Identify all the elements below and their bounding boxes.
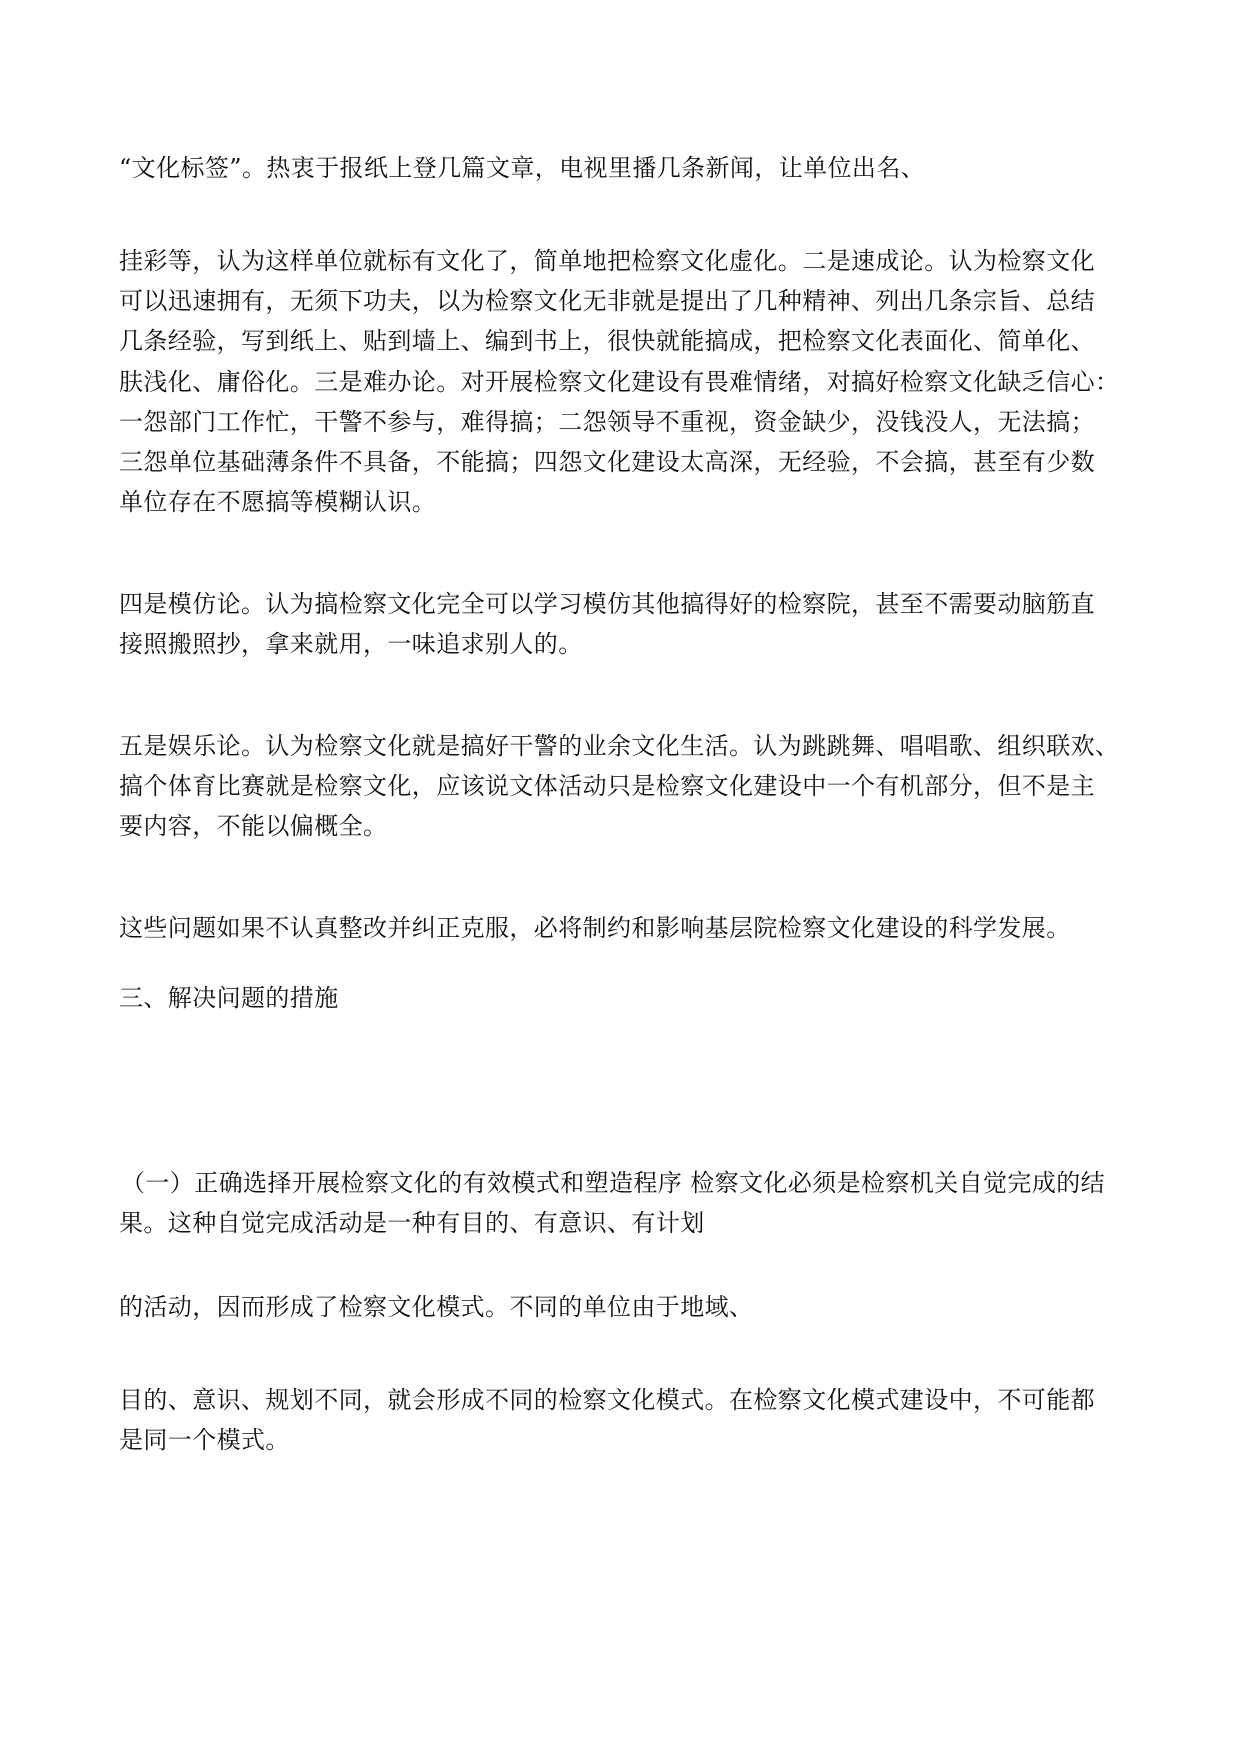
text-line: 挂彩等，认为这样单位就标有文化了，简单地把检察文化虚化。二是速成论。认为检察文化 — [119, 247, 1095, 275]
section-heading: 三、解决问题的措施 — [119, 984, 339, 1012]
text-line: 三怨单位基础薄条件不具备，不能搞；四怨文化建设太高深，无经验，不会搞，甚至有少数 — [119, 448, 1095, 476]
text-line: （一）正确选择开展检察文化的有效模式和塑造程序 检察文化必须是检察机关自觉完成的结 — [121, 1169, 1106, 1197]
text-line: 要内容，不能以偏概全。 — [119, 812, 388, 840]
text-line: 可以迅速拥有，无须下功夫，以为检察文化无非就是提出了几种精神、列出几条宗旨、总结 — [119, 287, 1095, 315]
text-line: 的活动，因而形成了检察文化模式。不同的单位由于地域、 — [119, 1293, 754, 1321]
text-line: 几条经验，写到纸上、贴到墙上、编到书上，很快就能搞成，把检察文化表面化、简单化、 — [119, 327, 1095, 355]
text-line: 肤浅化、庸俗化。三是难办论。对开展检察文化建设有畏难情绪，对搞好检察文化缺乏信心： — [119, 368, 1120, 396]
text-line: “文化标签”。热衷于报纸上登几篇文章，电视里播几条新闻，让单位出名、 — [119, 154, 926, 182]
text-line: 接照搬照抄，拿来就用，一味追求别人的。 — [119, 630, 583, 658]
text-line: 是同一个模式。 — [119, 1426, 290, 1454]
text-line: 果。这种自觉完成活动是一种有目的、有意识、有计划 — [119, 1209, 705, 1237]
text-line: 这些问题如果不认真整改并纠正克服，必将制约和影响基层院检察文化建设的科学发展。 — [119, 914, 1071, 942]
text-line: 目的、意识、规划不同，就会形成不同的检察文化模式。在检察文化模式建设中，不可能都 — [119, 1386, 1095, 1414]
text-line: 四是模仿论。认为搞检察文化完全可以学习模仿其他搞得好的检察院，甚至不需要动脑筋直 — [119, 590, 1095, 618]
text-line: 五是娱乐论。认为检察文化就是搞好干警的业余文化生活。认为跳跳舞、唱唱歌、组织联欢、 — [119, 732, 1120, 760]
text-line: 一怨部门工作忙，干警不参与，难得搞；二怨领导不重视，资金缺少，没钱没人，无法搞； — [119, 408, 1095, 436]
text-line: 搞个体育比赛就是检察文化，应该说文体活动只是检察文化建设中一个有机部分，但不是主 — [119, 772, 1095, 800]
text-line: 单位存在不愿搞等模糊认识。 — [119, 488, 437, 516]
